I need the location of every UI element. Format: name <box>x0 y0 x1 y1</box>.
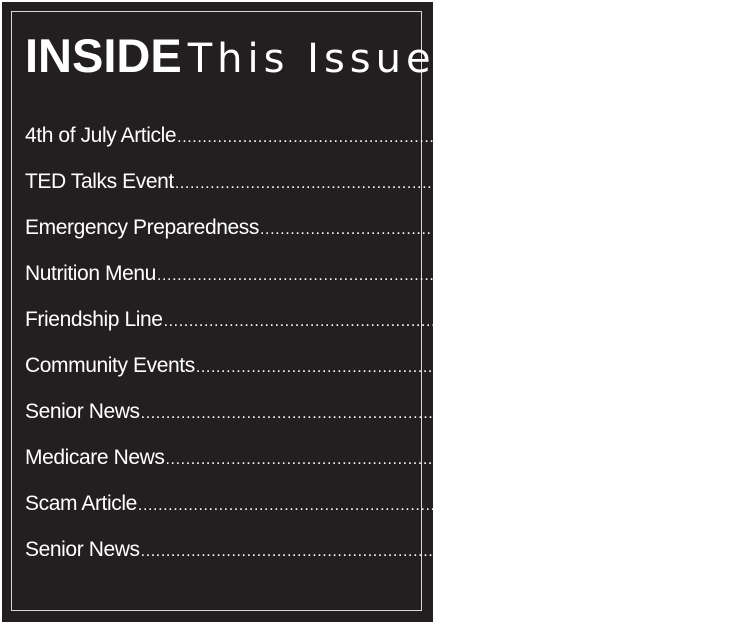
toc-entry <box>25 260 652 290</box>
toc-entry-page: Page 4 <box>686 214 755 239</box>
dot-leader: .................................................................................... <box>165 451 590 468</box>
toc-entry-page: Page 9 <box>592 444 661 469</box>
toc-entry-page: Page 10 <box>564 490 645 515</box>
dot-leader: .................................................................................... <box>260 221 684 238</box>
toc-entry <box>25 122 672 152</box>
title-this-issue: This Issue <box>187 36 436 82</box>
title-inside: INSIDE <box>25 29 182 82</box>
toc-entry-page: Page 5 <box>583 260 652 285</box>
dot-leader: .................................................................................... <box>156 267 581 284</box>
toc-entry-page: Page 11 <box>567 536 646 561</box>
toc-entry <box>25 168 670 198</box>
dot-leader: .................................................................................... <box>174 175 599 192</box>
toc-entry-title: 4th of July Article <box>25 124 177 147</box>
toc-entry-title: Community Events <box>25 354 195 377</box>
toc-entry <box>25 444 661 474</box>
toc-entry <box>25 214 755 244</box>
toc-entry-page: Page 2 <box>603 122 672 147</box>
dot-leader: .................................................................................... <box>177 129 601 146</box>
toc-entry-title: TED Talks Event <box>25 170 174 193</box>
inside-this-issue-panel <box>2 2 755 622</box>
toc-entry <box>25 490 645 520</box>
dot-leader: .................................................................................... <box>140 543 565 560</box>
toc-entry-page: Page 6 <box>590 306 659 331</box>
page-title <box>25 29 436 82</box>
toc-entry-title: Senior News <box>25 400 140 423</box>
toc-entry <box>25 398 636 428</box>
toc-entry <box>25 306 659 336</box>
toc-entry-title: Emergency Preparedness <box>25 216 259 239</box>
toc-entry-page: Page 7 <box>622 352 691 377</box>
dot-leader: .................................................................................... <box>140 405 565 422</box>
toc-entry-page: Page 3 <box>601 168 670 193</box>
dot-leader: .................................................................................... <box>163 313 588 330</box>
toc-entry-title: Scam Article <box>25 492 137 515</box>
toc-entry-title: Nutrition Menu <box>25 262 156 285</box>
toc-entry <box>25 352 691 382</box>
toc-entry <box>25 536 646 566</box>
toc-entry-page: Page 8 <box>567 398 636 423</box>
dot-leader: .................................................................................... <box>137 497 562 514</box>
dot-leader: .................................................................................... <box>195 359 620 376</box>
toc-entry-title: Medicare News <box>25 446 165 469</box>
toc-entry-title: Friendship Line <box>25 308 163 331</box>
toc-entry-title: Senior News <box>25 538 140 561</box>
